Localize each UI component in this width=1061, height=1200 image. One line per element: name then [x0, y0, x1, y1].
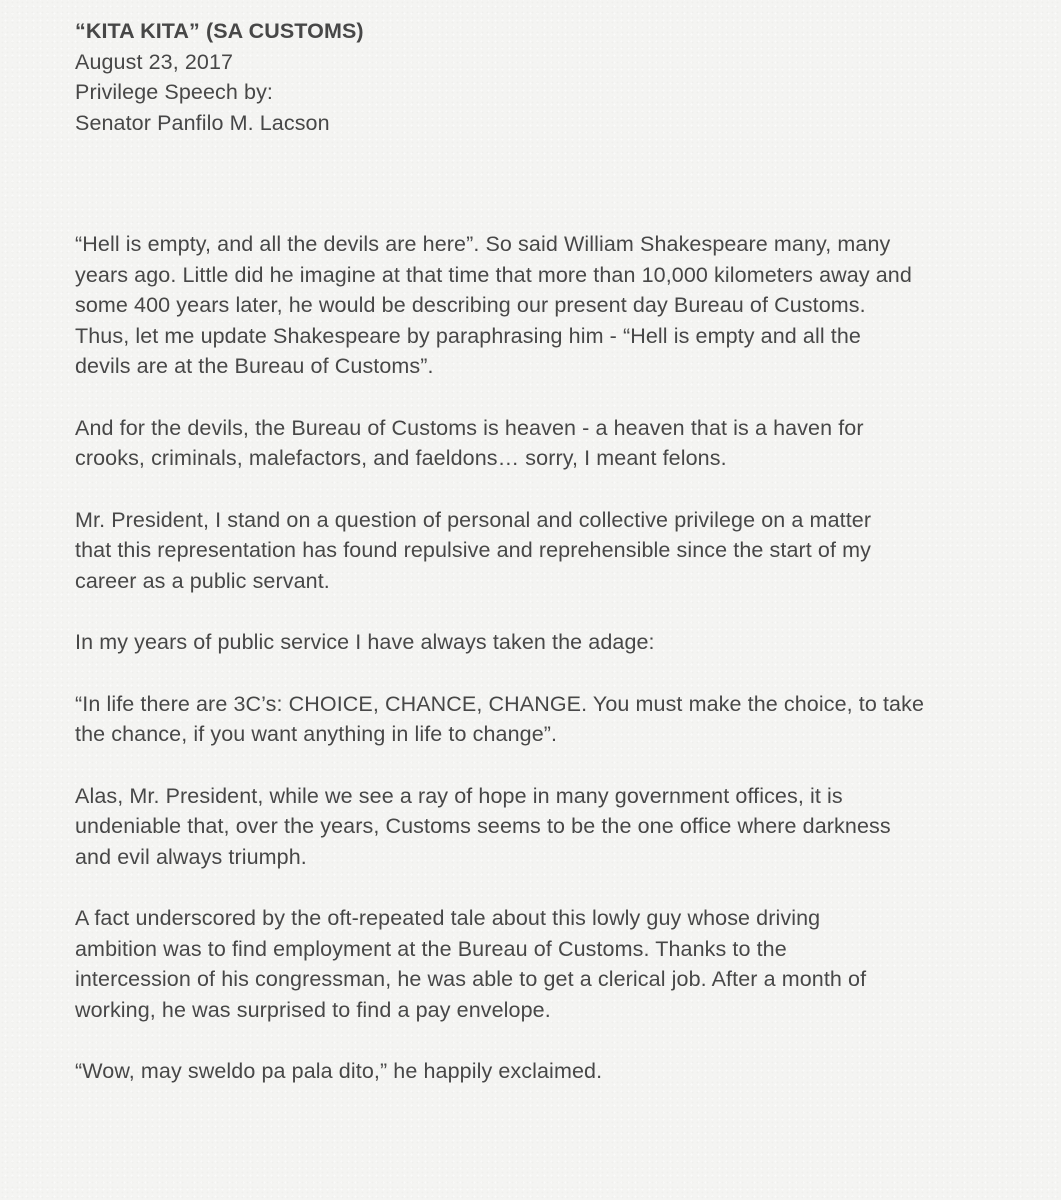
paragraph-adage-intro: In my years of public service I have always taken the adage: — [75, 630, 655, 654]
paragraph-shakespeare: “Hell is empty, and all the devils are here”. So said William Shakespeare many, many years ago. Little did he imagine at that time that more than 10,000 kilometers away and some 400 years later, he would be describing our present day Bureau of Customs. Thus, let me update Shakespeare by paraphrasing him - “Hell is empty and all the devils are at the Bureau of Customs”. — [75, 232, 912, 378]
document-author: Senator Panfilo M. Lacson — [75, 110, 330, 135]
speech-document — [75, 16, 1035, 1087]
paragraph-darkness: Alas, Mr. President, while we see a ray of hope in many government offices, it is undeniable that, over the years, Customs seems to be the one office where darkness and evil always triumph. — [75, 783, 891, 869]
document-byline: Privilege Speech by: — [75, 80, 273, 104]
paragraph-lowly-guy: A fact underscored by the oft-repeated tale about this lowly guy whose driving ambition was to find employment at the Bureau of Customs. Thanks to the intercession of his congressman, he was able to get a clerical job. After a month of working, he was surprised to find a pay envelope. — [75, 906, 867, 1022]
paragraph-sweldo-quote: “Wow, may sweldo pa pala dito,” he happily exclaimed. — [75, 1059, 603, 1083]
paragraph-devils-heaven: And for the devils, the Bureau of Customs is heaven - a heaven that is a haven for crooks, criminals, malefactors, and faeldons… sorry, I meant felons. — [75, 415, 864, 470]
paragraph-adage-quote: “In life there are 3C’s: CHOICE, CHANCE, CHANGE. You must make the choice, to take the chance, if you want anything in life to change”. — [75, 691, 925, 746]
document-title: “KITA KITA” (SA CUSTOMS) — [75, 19, 364, 43]
document-date: August 23, 2017 — [75, 49, 234, 74]
paragraph-privilege: Mr. President, I stand on a question of personal and collective privilege on a matter that this representation has found repulsive and reprehensible since the start of my career as a public servant. — [75, 507, 872, 593]
